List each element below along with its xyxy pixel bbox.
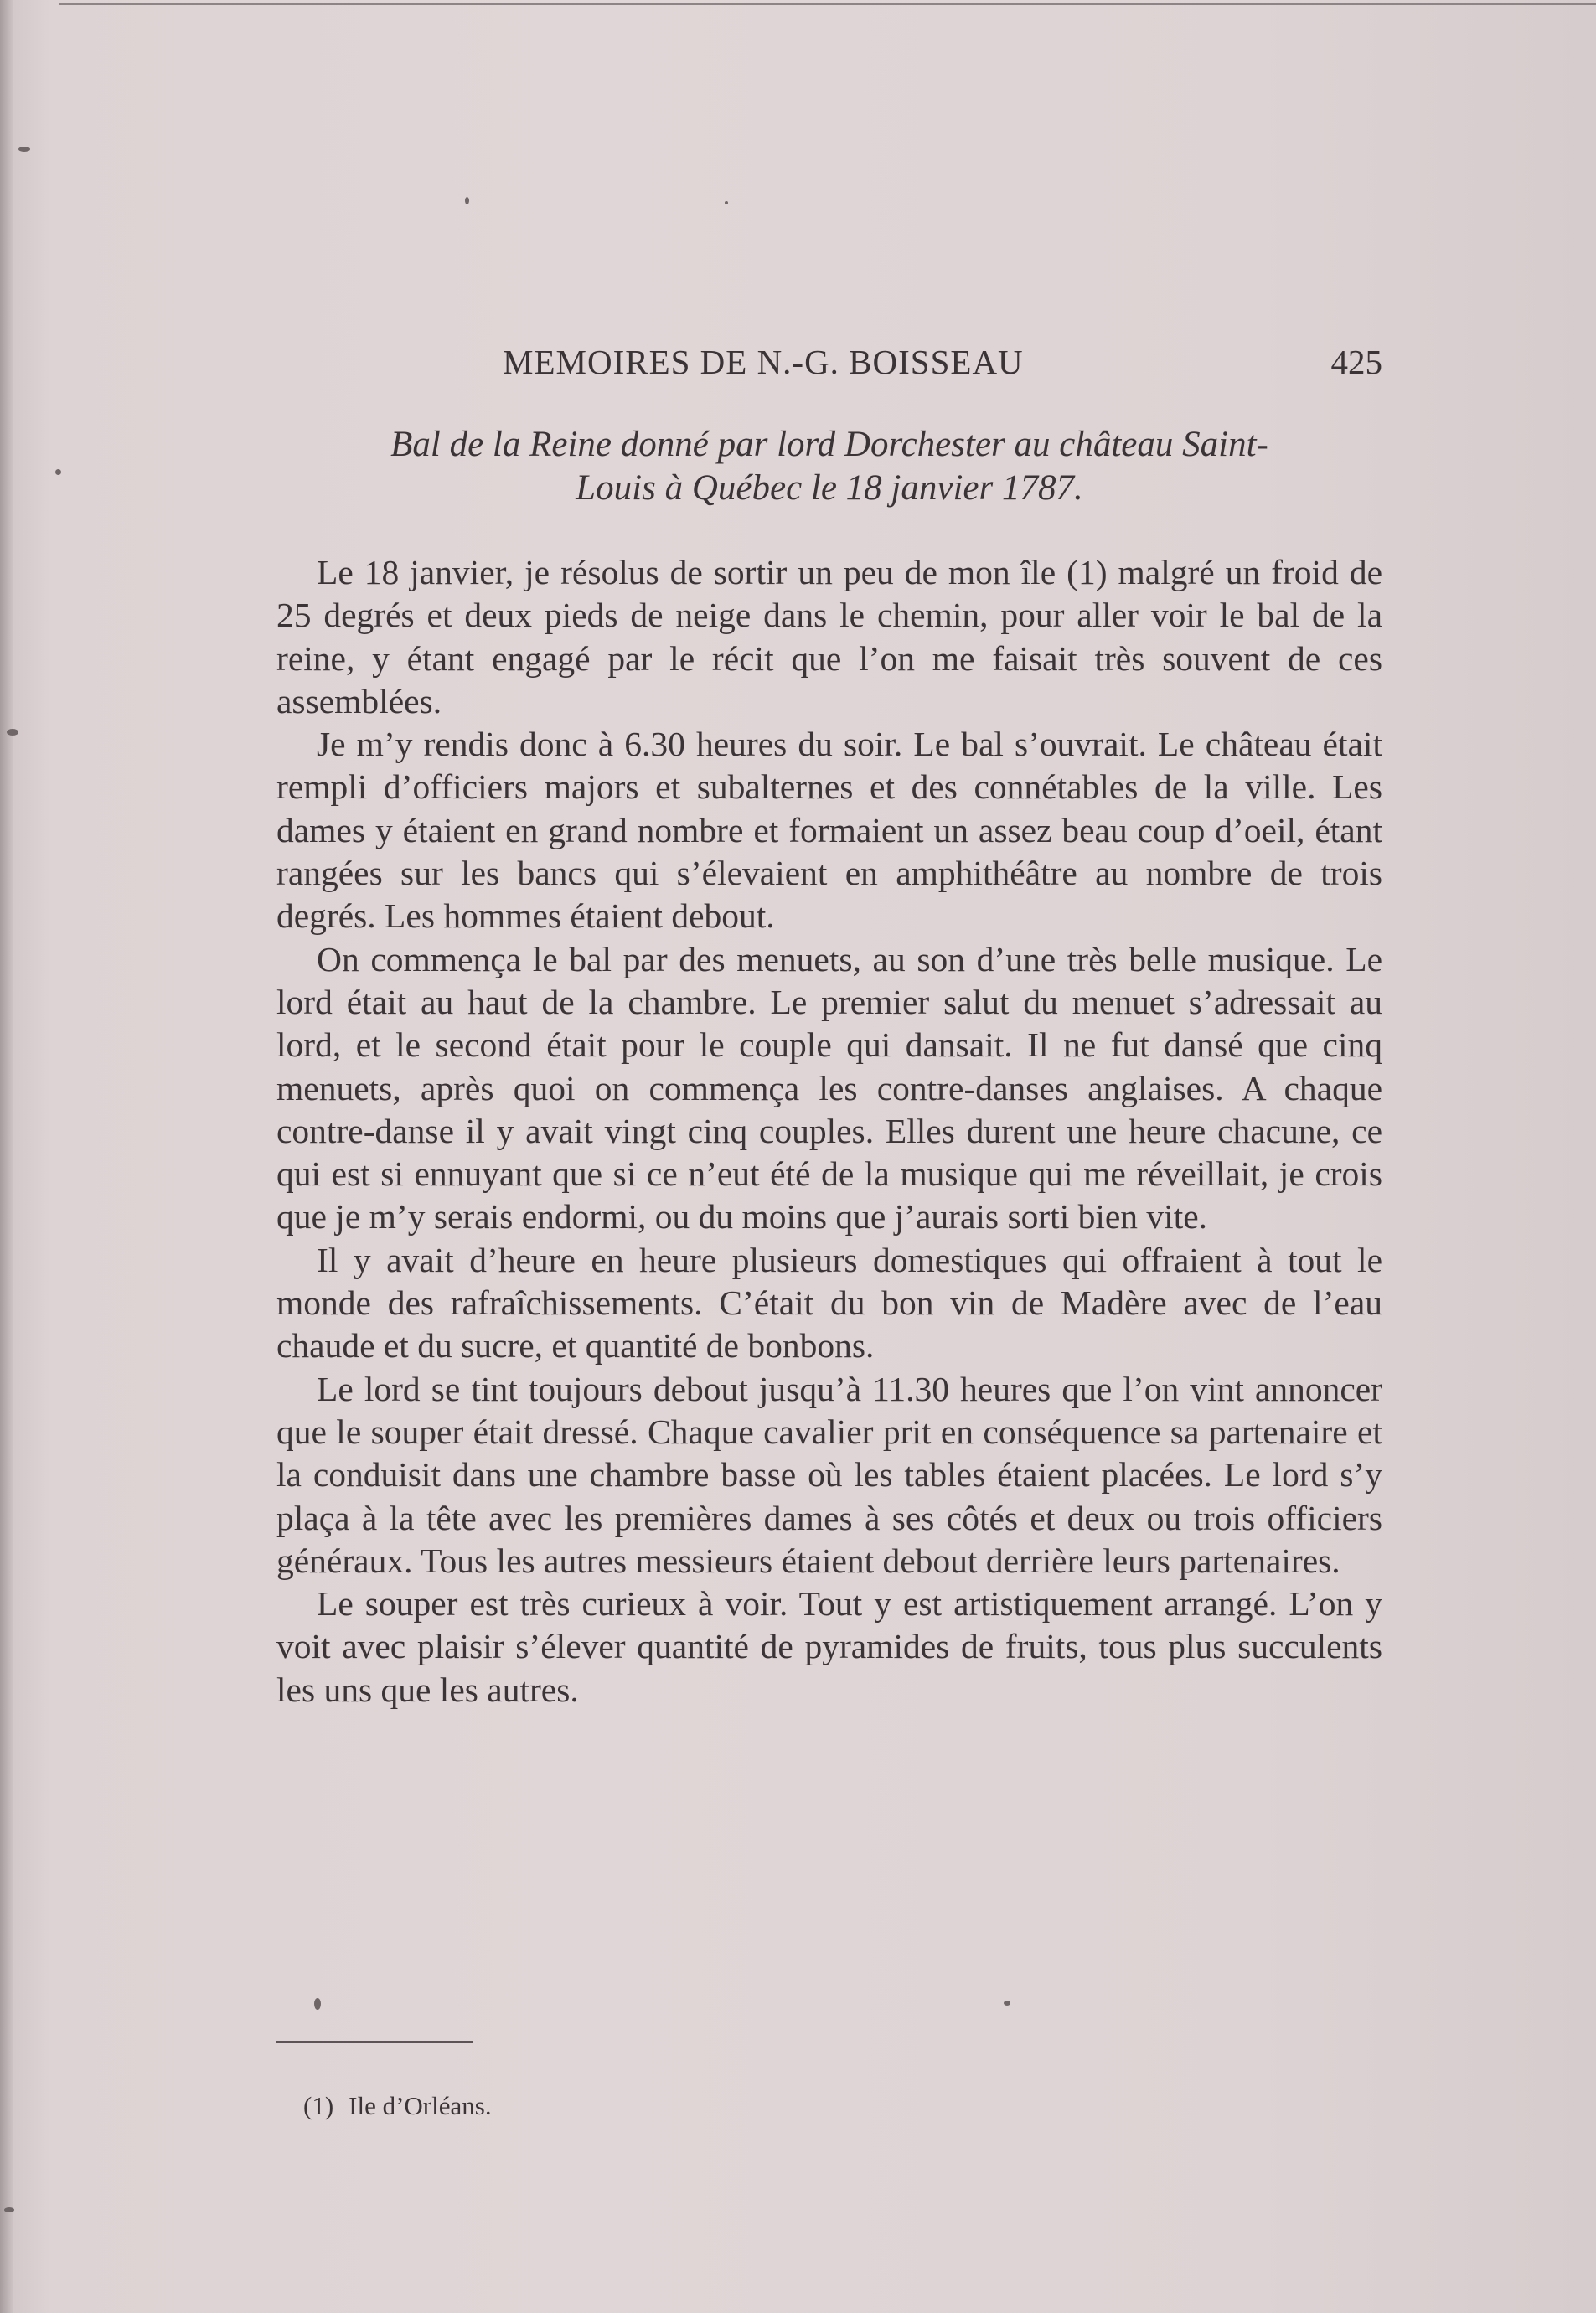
section-title-line-2: Louis à Québec le 18 janvier 1787.	[576, 468, 1083, 508]
scan-speck	[18, 147, 30, 152]
scan-speck	[4, 2207, 14, 2212]
section-title	[276, 423, 1382, 510]
scan-speck	[465, 197, 469, 204]
scan-speck	[55, 469, 61, 475]
paragraph-4: Il y avait d’heure en heure plusieurs domestiques qui offraient à tout le monde des rafraîchissements. C’était du bon vin de Madère avec de l’eau chaude et du sucre, et quantité de bonbons.	[276, 1240, 1382, 1366]
scan-speck	[314, 1998, 321, 2010]
page-number: 425	[1330, 343, 1382, 381]
footnote	[303, 2091, 492, 2121]
paragraph-3: On commença le bal par des menuets, au son d’une très belle musique. Le lord était au haut de la chambre. Le premier salut du menuet s’adressait au lord, et le second était pour le couple qui dansait. Il ne fut dansé que cinq menuets, après quoi on commença les contre-danses anglaises. A chaque contre-danse il y avait vingt cinq couples. Elles durent une heure chacune, ce qui est si ennuyant que si ce n’eut été de la musique qui me réveillait, je crois que je m’y serais endormi, ou du moins que j’aurais sorti bien vite.	[276, 939, 1382, 1237]
scan-speck	[1004, 2001, 1010, 2006]
paragraph-2: Je m’y rendis donc à 6.30 heures du soir. Le bal s’ouvrait. Le château était rempli d’officiers majors et subalternes et des connétables de la ville. Les dames y étaient en grand nombre et formaient un assez beau coup d’oeil, étant rangées sur les bancs qui s’élevaient en amphithéâtre au nombre de trois degrés. Les hommes étaient debout.	[276, 725, 1382, 936]
running-title: MEMOIRES DE N.-G. BOISSEAU	[503, 343, 1024, 381]
scan-speck	[7, 729, 18, 736]
binding-edge	[0, 0, 13, 2313]
top-edge-rule	[59, 3, 1596, 5]
page-header	[276, 342, 1382, 392]
footnote-separator	[276, 2041, 473, 2043]
footnote-marker: (1)	[303, 2091, 334, 2120]
body-text	[276, 551, 1382, 1712]
scan-speck	[725, 201, 728, 204]
paragraph-6: Le souper est très curieux à voir. Tout y est artistiquement arrangé. L’on y voit avec plaisir s’élever quantité de pyramides de fruits, tous plus succulents les uns que les autres.	[276, 1584, 1382, 1709]
footnote-text: Ile d’Orléans.	[349, 2091, 492, 2120]
paragraph-5: Le lord se tint toujours debout jusqu’à 11.30 heures que l’on vint annoncer que le souper était dressé. Chaque cavalier prit en conséquence sa partenaire et la conduisit dans une chambre basse où les tables étaient placées. Le lord s’y plaça à la tête avec les premières dames à ses côtés et deux ou trois officiers généraux. Tous les autres messieurs étaient debout derrière leurs partenaires.	[276, 1369, 1382, 1580]
paragraph-1: Le 18 janvier, je résolus de sortir un peu de mon île (1) malgré un froid de 25 degrés et deux pieds de neige dans le chemin, pour aller voir le bal de la reine, y étant engagé par le récit que l’on me faisait très souvent de ces assemblées.	[276, 553, 1382, 720]
section-title-line-1: Bal de la Reine donné par lord Dorchester au château Saint-	[390, 425, 1268, 464]
